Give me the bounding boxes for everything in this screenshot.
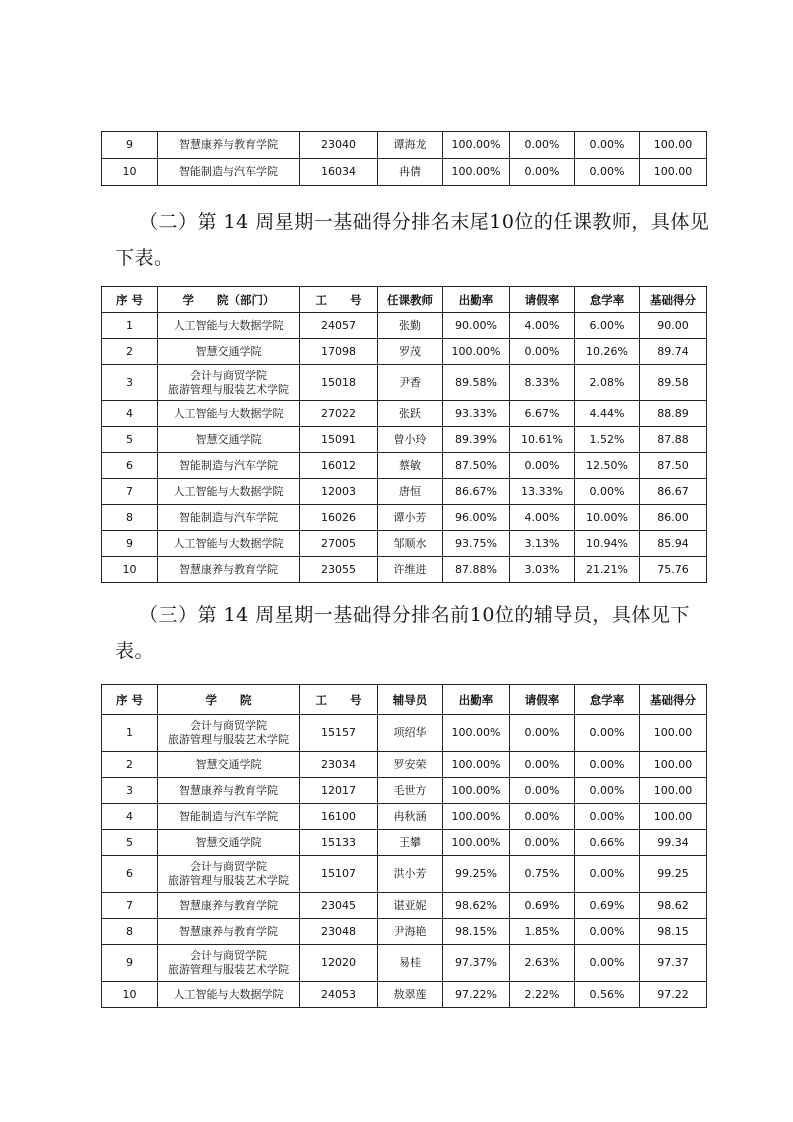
cell-leave: 0.00% [510, 159, 575, 186]
cell-attendance: 90.00% [443, 313, 510, 339]
cell-leave: 0.00% [510, 453, 575, 479]
cell-college [158, 856, 300, 893]
cell-score: 100.00 [640, 159, 707, 186]
cell-id: 12003 [300, 479, 378, 505]
cell-id: 24057 [300, 313, 378, 339]
cell-attendance: 99.25% [443, 856, 510, 893]
cell-attendance: 97.22% [443, 982, 510, 1008]
cell-id: 17098 [300, 339, 378, 365]
cell-attendance: 93.75% [443, 531, 510, 557]
cell-college [158, 531, 300, 557]
college-line: 会计与商贸学院 [190, 860, 267, 873]
cell-attendance: 97.37% [443, 945, 510, 982]
cell-no: 6 [102, 453, 158, 479]
college-line: 智能制造与汽车学院 [179, 458, 278, 472]
cell-no: 1 [102, 715, 158, 752]
header-name: 任课教师 [378, 287, 443, 313]
cell-name: 项绍华 [378, 715, 443, 752]
college-line: 旅游管理与服装艺术学院 [168, 963, 289, 976]
cell-college [158, 313, 300, 339]
college-line: 智慧康养与教育学院 [179, 898, 278, 912]
cell-idle: 6.00% [575, 313, 640, 339]
cell-idle: 10.26% [575, 339, 640, 365]
college-line: 旅游管理与服装艺术学院 [168, 382, 289, 396]
cell-score: 89.74 [640, 339, 707, 365]
cell-college [158, 132, 300, 159]
cell-leave: 0.00% [510, 132, 575, 159]
cell-id: 16012 [300, 453, 378, 479]
cell-idle: 0.66% [575, 830, 640, 856]
table-row [102, 531, 707, 557]
cell-id: 16026 [300, 505, 378, 531]
cell-no: 4 [102, 804, 158, 830]
cell-leave: 4.00% [510, 505, 575, 531]
header-id: 工 号 [300, 287, 378, 313]
cell-college [158, 752, 300, 778]
table-header-row [102, 287, 707, 313]
cell-name: 洪小芳 [378, 856, 443, 893]
cell-score: 89.58 [640, 365, 707, 401]
table-row [102, 856, 707, 893]
cell-id: 15133 [300, 830, 378, 856]
college-line: 人工智能与大数据学院 [173, 536, 284, 550]
cell-id: 24053 [300, 982, 378, 1008]
college-line: 人工智能与大数据学院 [173, 987, 284, 1001]
cell-college [158, 830, 300, 856]
cell-id: 23040 [300, 132, 378, 159]
cell-leave: 1.85% [510, 919, 575, 945]
cell-id: 12017 [300, 778, 378, 804]
table-header-row [102, 685, 707, 715]
college-line: 智慧康养与教育学院 [179, 783, 278, 797]
cell-name: 冉倩 [378, 159, 443, 186]
cell-leave: 0.00% [510, 339, 575, 365]
table-row [102, 919, 707, 945]
table-row [102, 453, 707, 479]
cell-name: 罗茂 [378, 339, 443, 365]
cell-name: 敖翠莲 [378, 982, 443, 1008]
cell-score: 100.00 [640, 132, 707, 159]
header-id: 工 号 [300, 685, 378, 715]
college-line: 智慧交通学院 [195, 344, 262, 358]
cell-attendance: 100.00% [443, 752, 510, 778]
header-leave: 请假率 [510, 287, 575, 313]
cell-college [158, 778, 300, 804]
cell-no: 10 [102, 159, 158, 186]
header-attendance: 出勤率 [443, 685, 510, 715]
cell-attendance: 100.00% [443, 778, 510, 804]
section3-paragraph: （三）第 14 周星期一基础得分排名前10位的辅导员，具体见下表。 [115, 604, 690, 662]
table-row [102, 945, 707, 982]
college-line: 智慧康养与教育学院 [179, 924, 278, 938]
cell-name: 王攀 [378, 830, 443, 856]
cell-name: 谭小芳 [378, 505, 443, 531]
header-name: 辅导员 [378, 685, 443, 715]
cell-id: 15157 [300, 715, 378, 752]
cell-score: 86.67 [640, 479, 707, 505]
cell-college [158, 505, 300, 531]
cell-no: 3 [102, 365, 158, 401]
college-line: 智能制造与汽车学院 [179, 809, 278, 823]
cell-college [158, 159, 300, 186]
cell-leave: 10.61% [510, 427, 575, 453]
cell-idle: 0.56% [575, 982, 640, 1008]
table-row [102, 479, 707, 505]
cell-name: 尹香 [378, 365, 443, 401]
cell-attendance: 89.39% [443, 427, 510, 453]
table-row [102, 365, 707, 401]
cell-college [158, 401, 300, 427]
cell-college [158, 919, 300, 945]
cell-id: 15018 [300, 365, 378, 401]
cell-college [158, 893, 300, 919]
cell-no: 2 [102, 752, 158, 778]
header-leave: 请假率 [510, 685, 575, 715]
cell-name: 曾小玲 [378, 427, 443, 453]
cell-idle: 0.00% [575, 945, 640, 982]
cell-idle: 21.21% [575, 557, 640, 583]
cell-no: 8 [102, 919, 158, 945]
cell-name: 易桂 [378, 945, 443, 982]
cell-attendance: 93.33% [443, 401, 510, 427]
cell-no: 10 [102, 982, 158, 1008]
cell-leave: 3.03% [510, 557, 575, 583]
cell-idle: 1.52% [575, 427, 640, 453]
table-counselors-top10 [101, 684, 707, 1008]
cell-score: 85.94 [640, 531, 707, 557]
cell-idle: 0.00% [575, 159, 640, 186]
cell-score: 86.00 [640, 505, 707, 531]
cell-name: 张跃 [378, 401, 443, 427]
cell-attendance: 87.88% [443, 557, 510, 583]
cell-name: 张勤 [378, 313, 443, 339]
cell-no: 6 [102, 856, 158, 893]
cell-score: 97.37 [640, 945, 707, 982]
table-teachers-bottom10 [101, 286, 707, 583]
cell-idle: 0.00% [575, 804, 640, 830]
table-row [102, 752, 707, 778]
cell-leave: 0.00% [510, 752, 575, 778]
header-score: 基础得分 [640, 287, 707, 313]
cell-name: 蔡敏 [378, 453, 443, 479]
college-line: 智慧康养与教育学院 [179, 138, 278, 151]
college-line: 人工智能与大数据学院 [173, 484, 284, 498]
cell-leave: 6.67% [510, 401, 575, 427]
cell-college [158, 365, 300, 401]
table-row [102, 715, 707, 752]
header-no: 序 号 [102, 287, 158, 313]
cell-score: 100.00 [640, 715, 707, 752]
cell-leave: 0.00% [510, 830, 575, 856]
cell-score: 87.88 [640, 427, 707, 453]
cell-score: 100.00 [640, 778, 707, 804]
cell-leave: 0.69% [510, 893, 575, 919]
header-college: 学 院 [158, 685, 300, 715]
cell-leave: 0.75% [510, 856, 575, 893]
cell-leave: 0.00% [510, 804, 575, 830]
college-line: 智慧交通学院 [195, 757, 262, 771]
cell-attendance: 100.00% [443, 830, 510, 856]
cell-no: 2 [102, 339, 158, 365]
cell-name: 毛世方 [378, 778, 443, 804]
cell-no: 7 [102, 893, 158, 919]
cell-name: 许维进 [378, 557, 443, 583]
cell-leave: 3.13% [510, 531, 575, 557]
cell-attendance: 87.50% [443, 453, 510, 479]
college-line: 智慧交通学院 [195, 835, 262, 849]
cell-id: 15107 [300, 856, 378, 893]
cell-idle: 2.08% [575, 365, 640, 401]
cell-leave: 8.33% [510, 365, 575, 401]
table-row [102, 893, 707, 919]
cell-attendance: 100.00% [443, 339, 510, 365]
cell-id: 27005 [300, 531, 378, 557]
cell-id: 23034 [300, 752, 378, 778]
cell-college [158, 982, 300, 1008]
college-line: 旅游管理与服装艺术学院 [168, 733, 289, 746]
college-line: 会计与商贸学院 [190, 368, 267, 382]
cell-idle: 10.94% [575, 531, 640, 557]
cell-college [158, 804, 300, 830]
cell-leave: 0.00% [510, 778, 575, 804]
header-score: 基础得分 [640, 685, 707, 715]
cell-score: 99.25 [640, 856, 707, 893]
table-top-continued [101, 131, 707, 186]
table-row [102, 982, 707, 1008]
cell-attendance: 100.00% [443, 804, 510, 830]
header-idle: 怠学率 [575, 287, 640, 313]
cell-score: 90.00 [640, 313, 707, 339]
college-line: 智能制造与汽车学院 [179, 165, 278, 178]
cell-attendance: 100.00% [443, 132, 510, 159]
cell-score: 75.76 [640, 557, 707, 583]
cell-score: 100.00 [640, 752, 707, 778]
table-row [102, 778, 707, 804]
cell-id: 23045 [300, 893, 378, 919]
college-line: 会计与商贸学院 [190, 949, 267, 962]
college-line: 旅游管理与服装艺术学院 [168, 874, 289, 887]
cell-idle: 12.50% [575, 453, 640, 479]
cell-id: 23055 [300, 557, 378, 583]
cell-name: 谌亚妮 [378, 893, 443, 919]
cell-id: 16034 [300, 159, 378, 186]
cell-no: 5 [102, 830, 158, 856]
cell-leave: 2.63% [510, 945, 575, 982]
cell-college [158, 945, 300, 982]
cell-attendance: 98.62% [443, 893, 510, 919]
header-idle: 怠学率 [575, 685, 640, 715]
cell-no: 9 [102, 531, 158, 557]
cell-no: 1 [102, 313, 158, 339]
cell-attendance: 98.15% [443, 919, 510, 945]
cell-score: 97.22 [640, 982, 707, 1008]
cell-attendance: 100.00% [443, 159, 510, 186]
table-row [102, 505, 707, 531]
table-row [102, 557, 707, 583]
cell-name: 罗安荣 [378, 752, 443, 778]
table-row [102, 401, 707, 427]
cell-attendance: 96.00% [443, 505, 510, 531]
cell-idle: 0.00% [575, 715, 640, 752]
cell-college [158, 715, 300, 752]
cell-no: 3 [102, 778, 158, 804]
cell-id: 23048 [300, 919, 378, 945]
cell-college [158, 339, 300, 365]
college-line: 人工智能与大数据学院 [173, 318, 284, 332]
cell-score: 87.50 [640, 453, 707, 479]
college-line: 智慧交通学院 [195, 432, 262, 446]
cell-college [158, 479, 300, 505]
college-line: 智能制造与汽车学院 [179, 510, 278, 524]
cell-college [158, 453, 300, 479]
cell-id: 15091 [300, 427, 378, 453]
cell-idle: 0.69% [575, 893, 640, 919]
cell-idle: 10.00% [575, 505, 640, 531]
cell-id: 16100 [300, 804, 378, 830]
table-row [102, 804, 707, 830]
cell-score: 88.89 [640, 401, 707, 427]
cell-name: 冉秋涵 [378, 804, 443, 830]
cell-name: 唐恒 [378, 479, 443, 505]
college-line: 会计与商贸学院 [190, 719, 267, 732]
cell-name: 尹海艳 [378, 919, 443, 945]
cell-score: 99.34 [640, 830, 707, 856]
cell-college [158, 557, 300, 583]
cell-no: 10 [102, 557, 158, 583]
cell-idle: 0.00% [575, 919, 640, 945]
cell-no: 9 [102, 945, 158, 982]
cell-score: 100.00 [640, 804, 707, 830]
cell-college [158, 427, 300, 453]
cell-name: 谭海龙 [378, 132, 443, 159]
cell-id: 12020 [300, 945, 378, 982]
cell-no: 5 [102, 427, 158, 453]
cell-score: 98.15 [640, 919, 707, 945]
cell-attendance: 100.00% [443, 715, 510, 752]
cell-leave: 4.00% [510, 313, 575, 339]
cell-attendance: 89.58% [443, 365, 510, 401]
cell-no: 4 [102, 401, 158, 427]
table-row [102, 427, 707, 453]
cell-idle: 0.00% [575, 479, 640, 505]
header-no: 序 号 [102, 685, 158, 715]
cell-leave: 0.00% [510, 715, 575, 752]
table-row [102, 313, 707, 339]
cell-idle: 0.00% [575, 778, 640, 804]
table-row [102, 830, 707, 856]
cell-no: 9 [102, 132, 158, 159]
cell-name: 邹顺水 [378, 531, 443, 557]
table-row [102, 132, 707, 159]
cell-idle: 4.44% [575, 401, 640, 427]
cell-score: 98.62 [640, 893, 707, 919]
cell-leave: 13.33% [510, 479, 575, 505]
cell-idle: 0.00% [575, 752, 640, 778]
header-college: 学 院（部门） [158, 287, 300, 313]
cell-id: 27022 [300, 401, 378, 427]
section2-paragraph: （二）第 14 周星期一基础得分排名末尾10位的任课教师，具体见下表。 [115, 211, 710, 269]
cell-idle: 0.00% [575, 856, 640, 893]
table-row [102, 339, 707, 365]
header-attendance: 出勤率 [443, 287, 510, 313]
cell-leave: 2.22% [510, 982, 575, 1008]
cell-attendance: 86.67% [443, 479, 510, 505]
college-line: 人工智能与大数据学院 [173, 406, 284, 420]
college-line: 智慧康养与教育学院 [179, 562, 278, 576]
cell-no: 8 [102, 505, 158, 531]
cell-no: 7 [102, 479, 158, 505]
cell-idle: 0.00% [575, 132, 640, 159]
table-row [102, 159, 707, 186]
